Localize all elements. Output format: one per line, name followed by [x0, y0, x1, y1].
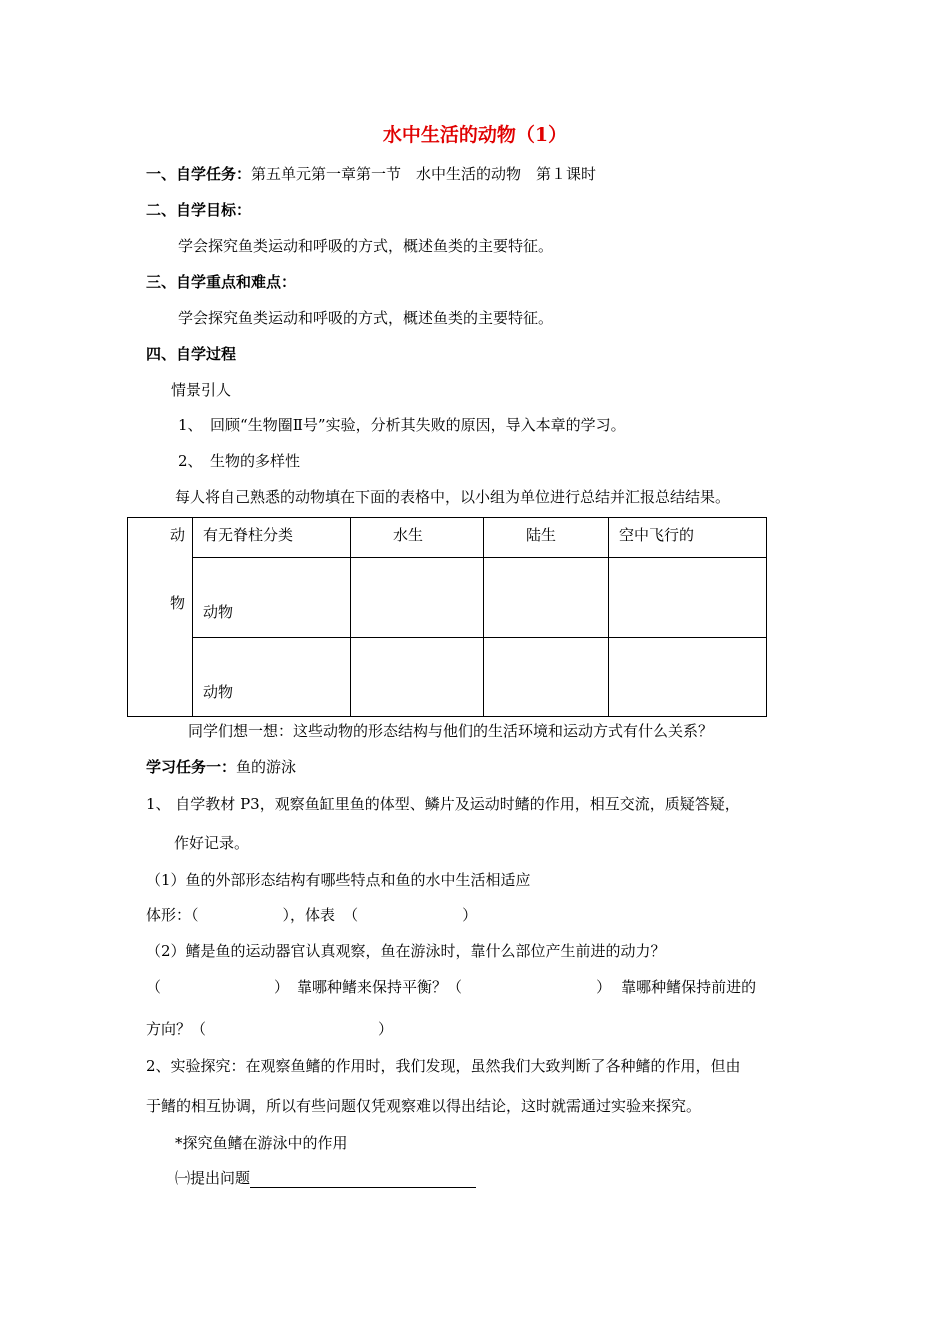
direction-label: 方向？ [146, 1020, 192, 1038]
paren-open: （ [191, 906, 199, 924]
explore-title: *探究鱼鳍在游泳中的作用 [175, 1134, 348, 1152]
table-row-label-cell [193, 558, 351, 637]
table-empty-cell [351, 637, 484, 716]
table-header-cell [193, 518, 351, 558]
item-2: 2、 生物的多样性 [178, 452, 301, 470]
header-land: 陆生 [526, 526, 557, 544]
table-empty-cell [609, 558, 767, 637]
table-side-label [128, 518, 193, 717]
step-1-answer-line[interactable] [250, 1170, 476, 1188]
row-label-1: 动物 [203, 603, 234, 622]
task-1-paragraph-1-line-2: 作好记录。 [174, 834, 250, 852]
task-1-heading [146, 757, 296, 777]
step-1-line [175, 1168, 476, 1188]
section-1-text: 第五单元第一章第一节 水中生活的动物 第１课时 [251, 165, 597, 183]
paren-close: ） [378, 1020, 394, 1038]
task-1-paragraph-2-line-1: 2、实验探究：在观察鱼鳍的作用时，我们发现，虽然我们大致判断了各种鳍的作用，但由 [146, 1057, 741, 1075]
table-empty-cell [609, 637, 767, 716]
paren-open: （ [447, 978, 463, 996]
section-3-label: 三、自学重点和难点： [146, 273, 297, 291]
section-2-label: 二、自学目标： [146, 201, 252, 219]
paren-close: ） [282, 906, 291, 924]
task-1-paragraph-2-line-2: 于鳍的相互协调，所以有些问题仅凭观察难以得出结论，这时就需通过实验来探究。 [146, 1097, 702, 1115]
task-1-title: 鱼的游泳 [236, 758, 297, 776]
question-1: （1）鱼的外部形态结构有哪些特点和鱼的水中生活相适应 [146, 871, 531, 889]
paren-close: ） [274, 978, 290, 996]
section-1 [146, 164, 596, 184]
table-header-cell [484, 518, 609, 558]
item-1: 1、 回顾“生物圈Ⅱ号”实验，分析其失败的原因，导入本章的学习。 [178, 416, 626, 434]
task-1-paragraph-1-line-1: 1、 自学教材 P3，观察鱼缸里鱼的体型、鳞片及运动时鳍的作用，相互交流，质疑答疑， [146, 795, 740, 813]
step-1-label: ㈠提出问题 [175, 1169, 251, 1187]
section-1-label: 一、自学任务： [146, 165, 252, 183]
balance-question: 靠哪种鳍来保持平衡？ [297, 978, 448, 996]
section-4-label: 四、自学过程 [146, 345, 237, 363]
shape-label: 体形： [146, 906, 192, 924]
header-aquatic: 水生 [393, 526, 424, 544]
table-empty-cell [484, 558, 609, 637]
section-2-text: 学会探究鱼类运动和呼吸的方式，概述鱼类的主要特征。 [178, 237, 554, 255]
header-flying: 空中飞行的 [619, 526, 695, 544]
side-label-top: 动 [170, 526, 186, 544]
shape-line [146, 905, 477, 925]
task-1-label: 学习任务一： [146, 758, 237, 776]
table-header-cell [351, 518, 484, 558]
paren-open: （ [343, 906, 359, 924]
direction-question: 靠哪种鳍保持前进的 [621, 978, 757, 996]
animal-table [127, 517, 767, 717]
paren-close: ） [462, 906, 478, 924]
fin-line [146, 977, 756, 997]
direction-line [146, 1019, 393, 1039]
reflection-question: 同学们想一想：这些动物的形态结构与他们的生活环境和运动方式有什么关系？ [188, 722, 714, 740]
paren-close: ） [596, 978, 612, 996]
table-instruction: 每人将自己熟悉的动物填在下面的表格中，以小组为单位进行总结并汇报总结结果。 [175, 488, 731, 506]
side-label-bottom: 物 [170, 594, 186, 612]
question-2: （2）鳍是鱼的运动器官认真观察，鱼在游泳时，靠什么部位产生前进的动力？ [146, 942, 666, 960]
intro-text: 情景引人 [171, 381, 232, 399]
header-classify: 有无脊柱分类 [203, 526, 294, 544]
table-header-cell [609, 518, 767, 558]
table-empty-cell [484, 637, 609, 716]
row-label-2: 动物 [203, 682, 234, 701]
table-empty-cell [351, 558, 484, 637]
section-3-text: 学会探究鱼类运动和呼吸的方式，概述鱼类的主要特征。 [178, 309, 554, 327]
page-title: 水中生活的动物（1） [382, 124, 568, 146]
table-row-label-cell [193, 637, 351, 716]
paren-open: （ [191, 1020, 207, 1038]
surface-label: ，体表 [290, 906, 336, 924]
paren-open: （ [146, 978, 162, 996]
